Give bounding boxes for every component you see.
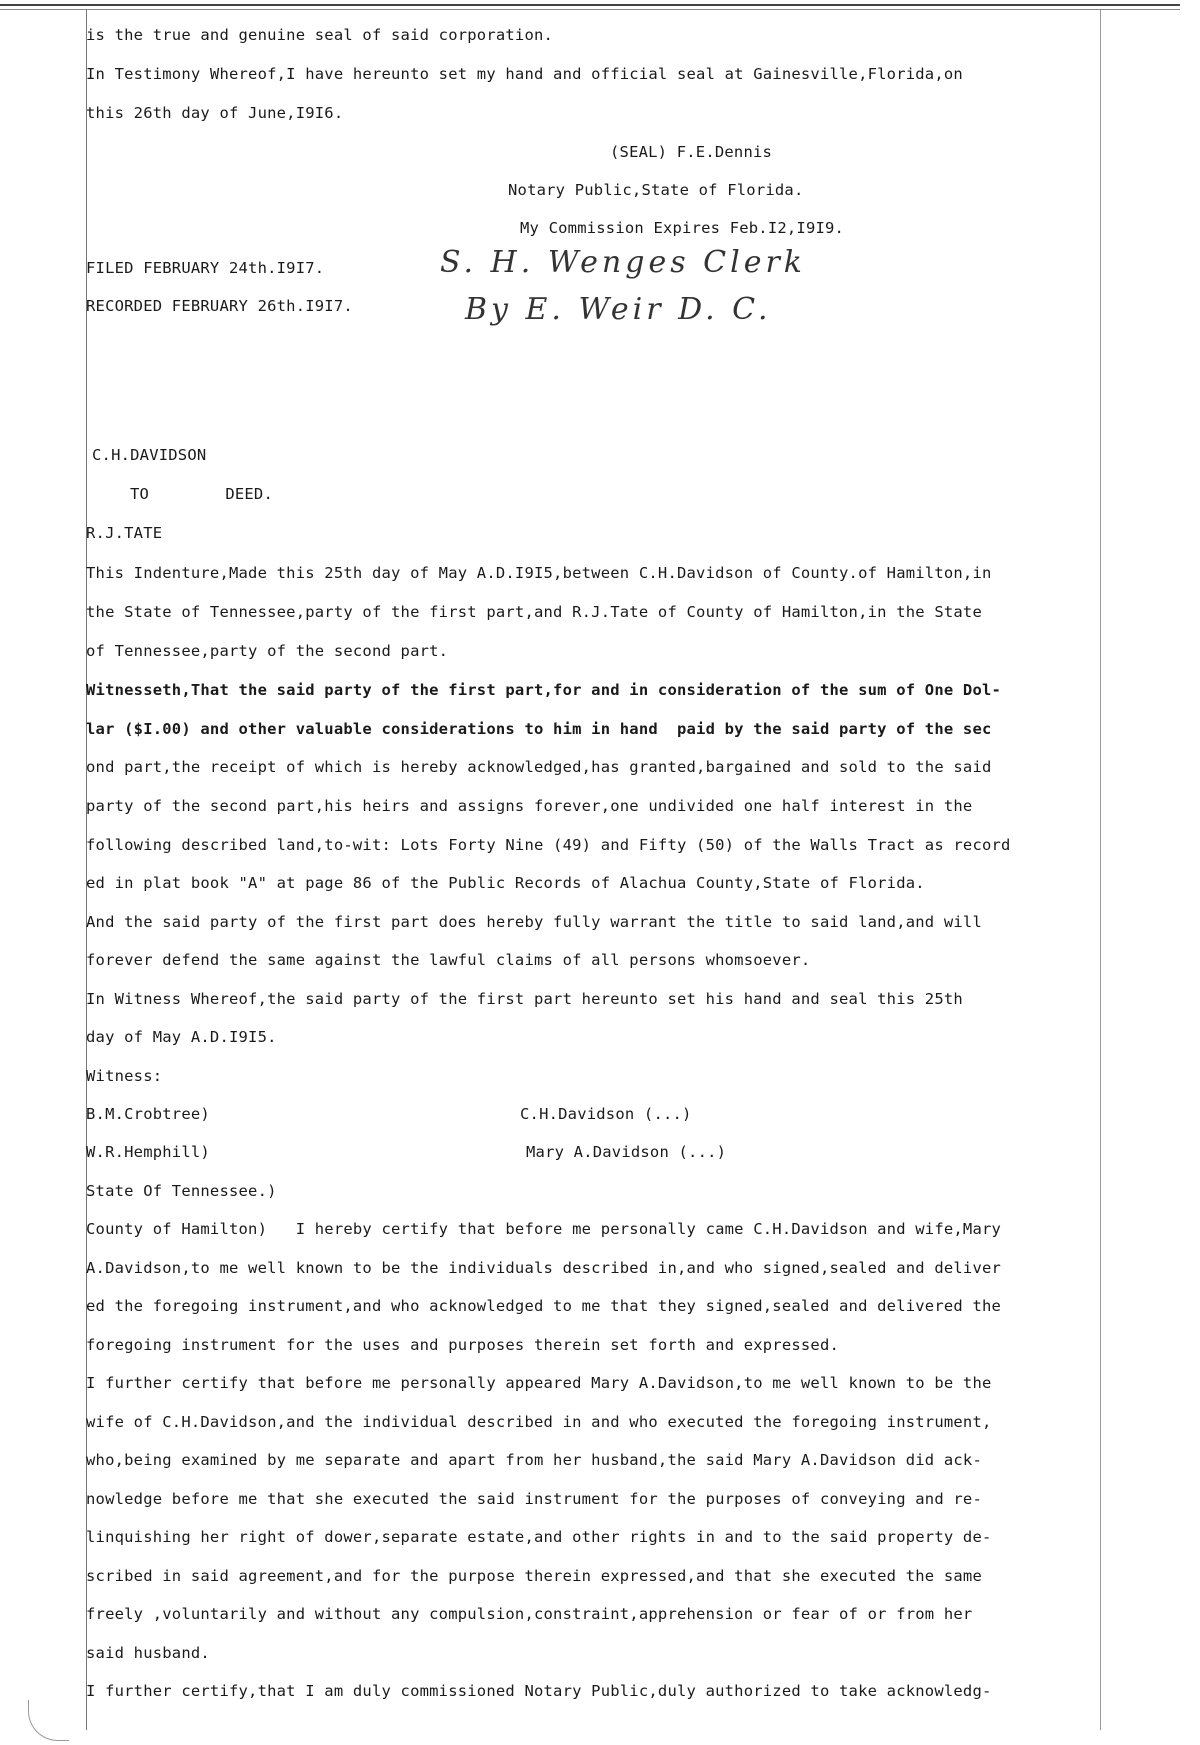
text-line: Witnesseth,That the said party of the first part,for and in consideration of the sum of One Dol- xyxy=(86,681,1002,699)
text-line: ond part,the receipt of which is hereby acknowledged,has granted,bargained and sold to the said xyxy=(86,758,992,776)
text-line: foregoing instrument for the uses and purposes therein set forth and expressed. xyxy=(86,1336,840,1354)
witness-1: B.M.Crobtree) xyxy=(86,1105,210,1123)
state-label: State Of Tennessee.) xyxy=(86,1182,277,1200)
text-line: said husband. xyxy=(86,1644,210,1662)
commission-expiry: My Commission Expires Feb.I2,I9I9. xyxy=(520,219,845,237)
text-line: day of May A.D.I9I5. xyxy=(86,1028,277,1046)
text-line: I further certify,that I am duly commissioned Notary Public,duly authorized to take acknowledg- xyxy=(86,1682,992,1700)
deputy-signature: By E. Weir D. C. xyxy=(465,292,772,327)
page-corner xyxy=(28,1700,69,1741)
text-line: party of the second part,his heirs and assigns forever,one undivided one half interest in the xyxy=(86,797,973,815)
text-line: nowledge before me that she executed the said instrument for the purposes of conveying and re- xyxy=(86,1490,982,1508)
text-line: is the true and genuine seal of said corporation. xyxy=(86,26,554,44)
text-line: ed in plat book "A" at page 86 of the Public Records of Alachua County,State of Florida. xyxy=(86,874,925,892)
clerk-signature: S. H. Wenges Clerk xyxy=(440,245,806,280)
text-line: I further certify that before me personally appeared Mary A.Davidson,to me well known to be the xyxy=(86,1374,992,1392)
text-line: scribed in said agreement,and for the purpose therein expressed,and that she executed the same xyxy=(86,1567,982,1585)
witness-2: W.R.Hemphill) xyxy=(86,1143,210,1161)
text-line: following described land,to-wit: Lots Forty Nine (49) and Fifty (50) of the Walls Tract as record xyxy=(86,836,1011,854)
grantor-name: C.H.DAVIDSON xyxy=(92,446,207,464)
text-line: this 26th day of June,I9I6. xyxy=(86,104,344,122)
text-line: the State of Tennessee,party of the first part,and R.J.Tate of County of Hamilton,in the State xyxy=(86,603,982,621)
witness-label: Witness: xyxy=(86,1067,163,1085)
seal-signature: (SEAL) F.E.Dennis xyxy=(610,143,773,161)
signatory-2: Mary A.Davidson (...) xyxy=(526,1143,727,1161)
signatory-1: C.H.Davidson (...) xyxy=(520,1105,692,1123)
text-line: This Indenture,Made this 25th day of May A.D.I9I5,between C.H.Davidson of County.of Hamilton,in xyxy=(86,564,992,582)
text-line: forever defend the same against the lawful claims of all persons whomsoever. xyxy=(86,951,811,969)
notary-title: Notary Public,State of Florida. xyxy=(508,181,804,199)
text-line: wife of C.H.Davidson,and the individual described in and who executed the foregoing instrument, xyxy=(86,1413,992,1431)
text-line: A.Davidson,to me well known to be the individuals described in,and who signed,sealed and deliver xyxy=(86,1259,1002,1277)
grantee-name: R.J.TATE xyxy=(86,524,163,542)
text-line: linquishing her right of dower,separate estate,and other rights in and to the said property de- xyxy=(86,1528,992,1546)
text-line: County of Hamilton) I hereby certify that before me personally came C.H.Davidson and wife,Mary xyxy=(86,1220,1002,1238)
text-line: lar ($I.00) and other valuable considerations to him in hand paid by the said party of the sec xyxy=(86,720,992,738)
recorded-date: RECORDED FEBRUARY 26th.I9I7. xyxy=(86,297,353,315)
text-line: In Witness Whereof,the said party of the first part hereunto set his hand and seal this 25th xyxy=(86,990,963,1008)
right-margin-line xyxy=(1100,10,1101,1730)
text-line: of Tennessee,party of the second part. xyxy=(86,642,449,660)
text-line: In Testimony Whereof,I have hereunto set my hand and official seal at Gainesville,Florida,on xyxy=(86,65,963,83)
text-line: And the said party of the first part does hereby fully warrant the title to said land,and will xyxy=(86,913,982,931)
text-line: freely ,voluntarily and without any compulsion,constraint,apprehension or fear of or from her xyxy=(86,1605,973,1623)
text-line: who,being examined by me separate and apart from her husband,the said Mary A.Davidson did ack- xyxy=(86,1451,982,1469)
top-rule xyxy=(0,4,1180,6)
filed-date: FILED FEBRUARY 24th.I9I7. xyxy=(86,259,325,277)
text-line: ed the foregoing instrument,and who acknowledged to me that they signed,sealed and delivered the xyxy=(86,1297,1002,1315)
top-rule-secondary xyxy=(0,9,1180,10)
deed-label: TO DEED. xyxy=(130,485,273,503)
